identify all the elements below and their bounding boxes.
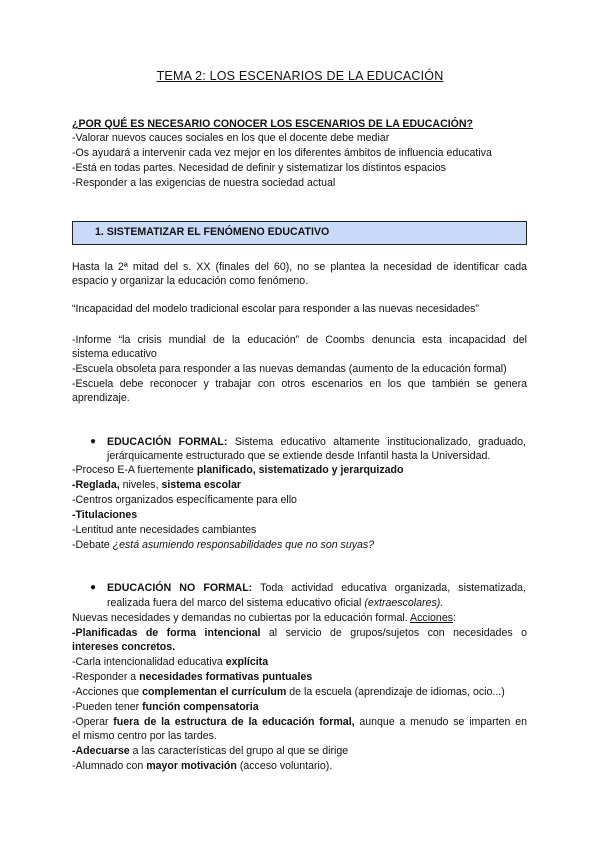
noformal-definition-cont: realizada fuera del marco del sistema educativo oficial (extraescolares). xyxy=(107,597,444,609)
formal-def-text: Sistema educativo altamente institucionalizado, graduado, xyxy=(227,436,526,448)
quote-line: “Incapacidad del modelo tradicional escolar para responder a las nuevas necesidades” xyxy=(72,303,479,315)
paragraph-line: sistema educativo xyxy=(72,348,157,360)
noformal-needs: Nuevas necesidades y demandas no cubiertas por la educación formal. Acciones: xyxy=(72,612,456,624)
paragraph-line: -Informe “la crisis mundial de la educación” de Coombs denuncia esta incapacidad del xyxy=(72,334,527,346)
noformal-item: -Alumnado con mayor motivación (acceso voluntario). xyxy=(72,760,333,772)
intro-line: Hasta la 2ª mitad del s. XX (finales del 60), no se plantea la necesidad de identificar cada xyxy=(72,261,527,273)
reason-line: -Está en todas partes. Necesidad de definir y sistematizar los distintos espacios xyxy=(72,162,446,174)
noformal-item: -Responder a necesidades formativas puntuales xyxy=(72,671,313,683)
reason-line: -Valorar nuevos cauces sociales en los que el docente debe mediar xyxy=(72,132,390,144)
bullet-icon: ● xyxy=(90,582,97,593)
formal-definition xyxy=(107,435,526,449)
formal-item: -Centros organizados específicamente para ello xyxy=(72,494,297,506)
reason-line: -Os ayudará a intervenir cada vez mejor en los diferentes ámbitos de influencia educativa xyxy=(72,147,492,159)
formal-item: -Debate ¿está asumiendo responsabilidades que no son suyas? xyxy=(72,539,375,551)
section-heading: 1. SISTEMATIZAR EL FENÓMENO EDUCATIVO xyxy=(95,226,330,238)
section-heading-box xyxy=(72,221,527,245)
intro-line: espacio y organizar la educación como fenómeno. xyxy=(72,275,309,287)
reason-line: -Responder a las exigencias de nuestra sociedad actual xyxy=(72,177,336,189)
formal-heading: EDUCACIÓN FORMAL: xyxy=(107,436,228,448)
paragraph-line: -Escuela debe reconocer y trabajar con otros escenarios en los que también se genera xyxy=(72,378,527,390)
noformal-item: el mismo centro por las tardes. xyxy=(72,730,217,742)
noformal-definition: EDUCACIÓN NO FORMAL: Toda actividad educativa organizada, sistematizada, xyxy=(107,582,527,594)
question-heading: ¿POR QUÉ ES NECESARIO CONOCER LOS ESCENARIOS DE LA EDUCACIÓN? xyxy=(72,118,474,130)
acciones-label: Acciones xyxy=(410,612,454,624)
paragraph-line: aprendizaje. xyxy=(72,392,130,404)
formal-item: -Reglada, niveles, sistema escolar xyxy=(72,479,242,491)
noformal-heading: EDUCACIÓN NO FORMAL: xyxy=(107,582,253,594)
page-title: TEMA 2: LOS ESCENARIOS DE LA EDUCACIÓN xyxy=(156,69,444,83)
paragraph-line: -Escuela obsoleta para responder a las nuevas demandas (aumento de la educación formal) xyxy=(72,363,507,375)
formal-definition-cont: jerárquicamente estructurado que se extiende desde Infantil hasta la Universidad. xyxy=(107,450,491,462)
noformal-item: -Operar fuera de la estructura de la educación formal, aunque a menudo se imparten en xyxy=(72,716,527,728)
noformal-item: -Adecuarse a las características del grupo al que se dirige xyxy=(72,745,349,757)
noformal-item: -Carla intencionalidad educativa explícita xyxy=(72,656,269,668)
formal-item: -Lentitud ante necesidades cambiantes xyxy=(72,524,257,536)
noformal-item: -Planificadas de forma intencional al servicio de grupos/sujetos con necesidades o xyxy=(72,627,527,639)
formal-item: -Proceso E-A fuertemente planificado, sistematizado y jerarquizado xyxy=(72,464,404,476)
formal-item: -Titulaciones xyxy=(72,509,138,521)
bullet-icon: ● xyxy=(90,436,97,447)
noformal-item: -Acciones que complementan el currículum de la escuela (aprendizaje de idiomas, ocio...) xyxy=(72,686,505,698)
noformal-item: intereses concretos. xyxy=(72,641,176,653)
noformal-item: -Pueden tener función compensatoria xyxy=(72,701,259,713)
